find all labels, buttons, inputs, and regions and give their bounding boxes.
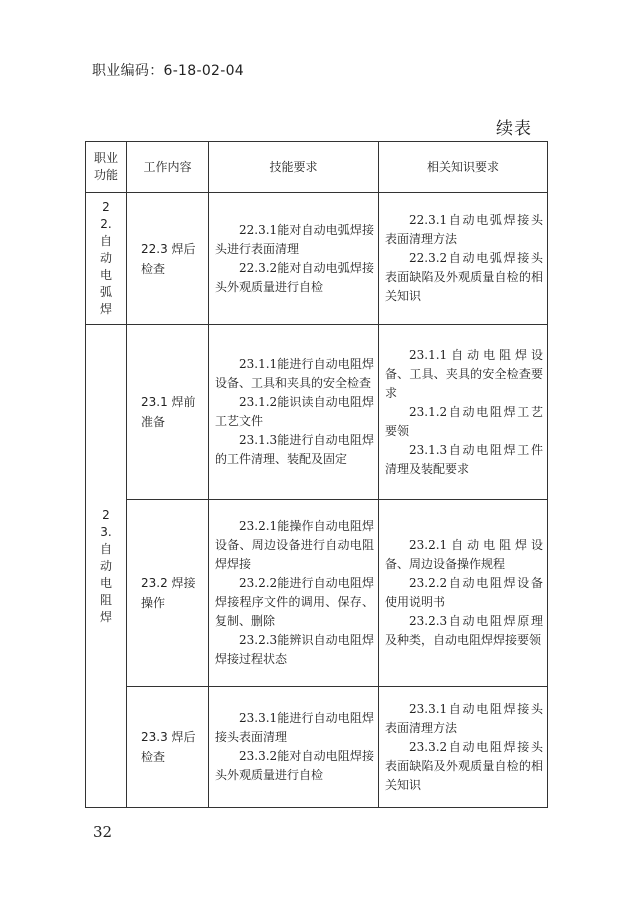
function-cell xyxy=(86,193,127,325)
table-row xyxy=(86,193,548,325)
skill-item: 23.1.3能进行自动电阻焊的工件清理、装配及固定 xyxy=(215,433,374,466)
knowledge-item: 23.1.3自动电阻焊工件清理及装配要求 xyxy=(385,442,543,476)
header-work-content: 工作内容 xyxy=(127,142,209,193)
table-row xyxy=(86,500,548,687)
table-row xyxy=(86,687,548,808)
function-label: 22.自动电弧焊 xyxy=(99,200,112,316)
table-row xyxy=(86,325,548,500)
skill-item: 23.1.2能识读自动电阻焊工艺文件 xyxy=(215,395,374,428)
function-cell xyxy=(86,325,127,808)
skill-item: 23.3.1能进行自动电阻焊接头表面清理 xyxy=(215,711,374,744)
occupation-code: 职业编码：6-18-02-04 xyxy=(92,63,245,79)
knowledge-item: 23.3.2自动电阻焊接头表面缺陷及外观质量自检的相关知识 xyxy=(385,739,543,792)
function-label: 23.自动电阻焊 xyxy=(99,507,112,624)
knowledge-cell xyxy=(379,325,548,500)
page-number: 32 xyxy=(93,823,113,841)
skill-item: 22.3.2能对自动电弧焊接头外观质量进行自检 xyxy=(215,260,374,294)
header-skill-requirements: 技能要求 xyxy=(209,142,379,193)
skill-item: 23.2.3能辨识自动电阻焊焊接过程状态 xyxy=(215,633,374,666)
skill-cell xyxy=(209,500,379,687)
knowledge-item: 23.2.3自动电阻焊原理及种类，自动电阻焊焊接要领 xyxy=(385,614,543,647)
skill-requirements-table xyxy=(85,141,548,808)
work-content-cell: 23.1 焊前准备 xyxy=(127,325,209,500)
skill-cell xyxy=(209,325,379,500)
knowledge-item: 23.1.1自动电阻焊设备、工具、夹具的安全检查要求 xyxy=(385,347,543,400)
work-content-cell: 23.2 焊接操作 xyxy=(127,500,209,687)
skill-item: 22.3.1能对自动电弧焊接头进行表面清理 xyxy=(215,222,374,256)
skill-item: 23.2.1能操作自动电阻焊设备、周边设备进行自动电阻焊焊接 xyxy=(215,519,374,571)
work-content-cell: 23.3 焊后检查 xyxy=(127,687,209,808)
skill-item: 23.1.1能进行自动电阻焊设备、工具和夹具的安全检查 xyxy=(215,357,374,390)
skill-cell xyxy=(209,687,379,808)
knowledge-item: 23.2.1自动电阻焊设备、周边设备操作规程 xyxy=(385,538,543,571)
skill-item: 23.2.2能进行自动电阻焊焊接程序文件的调用、保存、复制、删除 xyxy=(215,576,374,628)
table-header-row xyxy=(86,142,548,193)
knowledge-cell xyxy=(379,687,548,808)
skill-item: 23.3.2能对自动电阻焊接头外观质量进行自检 xyxy=(215,749,374,782)
work-content-cell: 22.3 焊后检查 xyxy=(127,193,209,325)
knowledge-cell xyxy=(379,500,548,687)
knowledge-cell xyxy=(379,193,548,325)
header-knowledge-requirements: 相关知识要求 xyxy=(379,142,548,193)
continued-table-label: 续表 xyxy=(496,119,532,139)
knowledge-item: 23.1.2自动电阻焊工艺要领 xyxy=(385,404,543,438)
skill-cell xyxy=(209,193,379,325)
header-function: 职业功能 xyxy=(86,142,127,193)
knowledge-item: 23.3.1自动电阻焊接头表面清理方法 xyxy=(385,701,543,735)
knowledge-item: 23.2.2自动电阻焊设备使用说明书 xyxy=(385,576,543,609)
knowledge-item: 22.3.2自动电弧焊接头表面缺陷及外观质量自检的相关知识 xyxy=(385,251,543,303)
knowledge-item: 22.3.1自动电弧焊接头表面清理方法 xyxy=(385,213,543,246)
